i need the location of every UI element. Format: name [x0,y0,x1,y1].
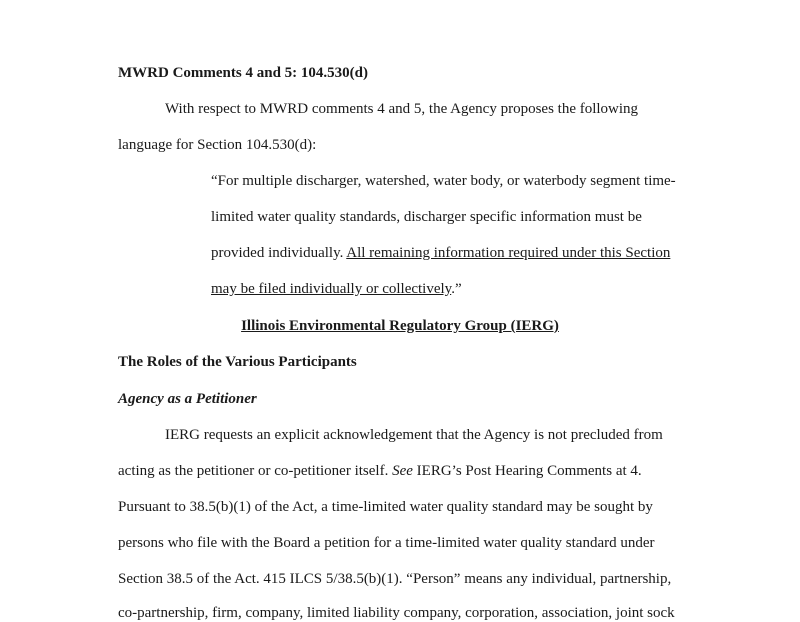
section-heading-ierg: Illinois Environmental Regulatory Group (IERG) [241,318,559,334]
paragraph-1-line-2: language for Section 104.530(d): [118,137,317,153]
paragraph-2-line-6: co-partnership, firm, company, limited liability company, corporation, association, joint sock [118,605,675,621]
section-heading-mwrd: MWRD Comments 4 and 5: 104.530(d) [118,65,368,81]
quote-line-4-underlined: may be filed individually or collectively [211,281,452,297]
quote-line-4-tail: .” [451,281,462,297]
subheading-agency-petitioner: Agency as a Petitioner [118,391,257,407]
quote-line-1: “For multiple discharger, watershed, water body, or waterbody segment time- [211,173,676,189]
quote-line-4 [211,280,462,298]
paragraph-2-line-5: Section 38.5 of the Act. 415 ILCS 5/38.5(b)(1). “Person” means any individual, partnership, [118,571,672,587]
quote-line-3-plain: provided individually. [211,245,347,261]
paragraph-2-line-2-b: IERG’s Post Hearing Comments at 4. [412,463,642,479]
see-signal: See [392,463,413,479]
quote-line-2: limited water quality standards, discharger specific information must be [211,209,642,225]
quote-line-3-underlined: All remaining information required under this Section [346,245,671,261]
paragraph-1-line-1: With respect to MWRD comments 4 and 5, the Agency proposes the following [165,101,639,117]
subheading-roles: The Roles of the Various Participants [118,354,357,370]
paragraph-2-line-2-a: acting as the petitioner or co-petitioner itself. [118,463,393,479]
paragraph-2-line-4: persons who file with the Board a petition for a time-limited water quality standard under [118,535,655,551]
paragraph-2-line-3: Pursuant to 38.5(b)(1) of the Act, a time-limited water quality standard may be sought by [118,499,653,515]
quote-line-3 [211,244,670,262]
paragraph-2-line-1: IERG requests an explicit acknowledgement that the Agency is not precluded from [165,427,663,443]
paragraph-2-line-2 [118,462,642,480]
